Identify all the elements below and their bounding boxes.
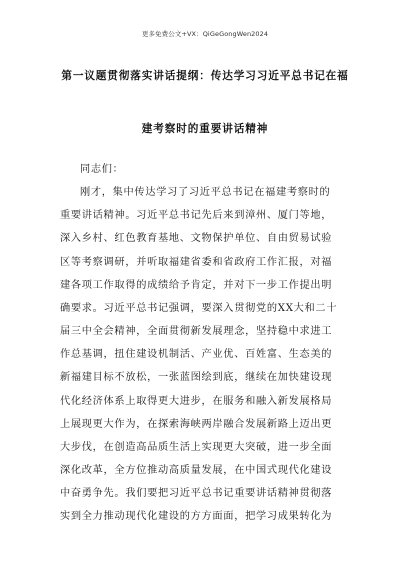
body-line: 深入乡村、红色教育基地、文物保护单位、自由贸易试验	[60, 233, 333, 245]
salutation: 同志们：	[80, 164, 124, 175]
body-line: 上展现更大作为，在探索海峡两岸融合发展新路上迈出更	[60, 418, 333, 430]
document-title-line-1: 第一议题贯彻落实讲话提纲：传达学习习近平总书记在福	[61, 70, 349, 82]
document-title-line-2: 建考察时的重要讲话精神	[141, 123, 269, 135]
body-line: 新福建目标不放松，一张蓝图绘到底，继续在加快建设现	[60, 372, 333, 384]
body-line: 大步伐，在创造高品质生活上实现更大突破，进一步全面	[60, 441, 333, 453]
document-body	[60, 158, 355, 529]
body-line: 确要求。习近平总书记强调，要深入贯彻党的XX大和二十	[60, 302, 338, 314]
header-note: 更多免费公文+VX：QiGeGongWen2024	[141, 30, 269, 38]
body-line: 届三中全会精神，全面贯彻新发展理念，坚持稳中求进工	[60, 326, 333, 338]
body-line: 建各项工作取得的成绩给予肯定，并对下一步工作提出明	[60, 279, 333, 291]
body-line: 中奋勇争先。我们要把习近平总书记重要讲话精神贯彻落	[60, 488, 333, 500]
body-line: 刚才，集中传达学习了习近平总书记在福建考察时的	[80, 187, 331, 199]
body-line: 作总基调，扭住建设机制活、产业优、百姓富、生态美的	[60, 349, 333, 361]
body-line: 代化经济体系上取得更大进步，在服务和融入新发展格局	[60, 395, 333, 407]
body-line: 实到全力推动现代化建设的方方面面，把学习成果转化为	[60, 511, 333, 523]
body-line: 区等考察调研，并听取福建省委和省政府工作汇报，对福	[60, 256, 333, 268]
body-line: 重要讲话精神。习近平总书记先后来到漳州、厦门等地，	[60, 210, 333, 222]
body-line: 深化改革，全方位推动高质量发展，在中国式现代化建设	[60, 465, 333, 477]
